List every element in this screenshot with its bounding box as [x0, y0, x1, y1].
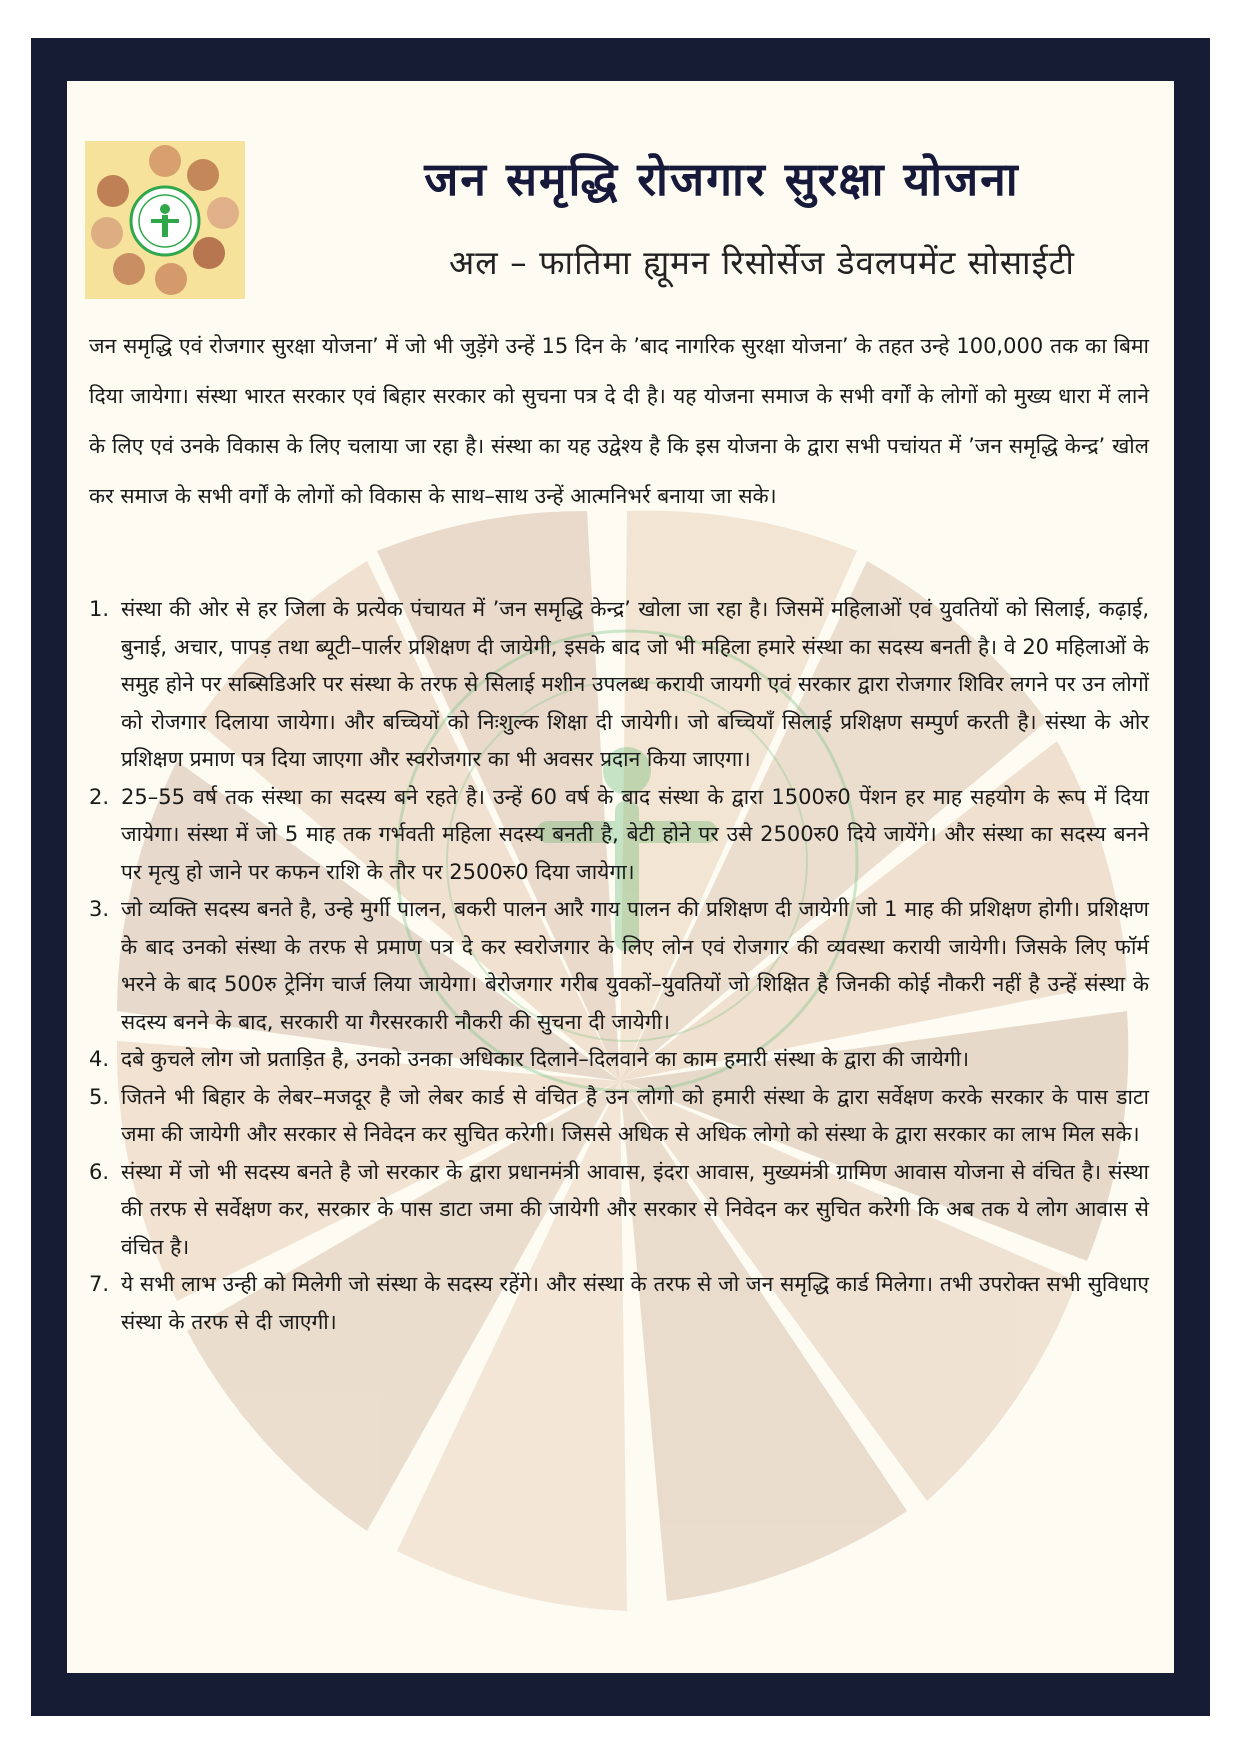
organization-logo — [85, 141, 245, 299]
list-item-number: 1. — [89, 597, 110, 621]
list-item-text: संस्था की ओर से हर जिला के प्रत्येक पंचायत में ’जन समृद्धि केन्द्र’ खोला जा रहा है। जिसमें महिलाओं एवं युवतियों को सिलाई, कढ़ाई, बुनाई, अचार, पापड़ तथा ब्यूटी–पार्लर प्रशिक्षण दी जायेगी, इसके बाद जो भी महिला हमारे संस्था का सदस्य बनती है। वे 20 महिलाओं के समुह होने पर सब्सिडिअरि पर संस्था के तरफ से सिलाई मशीन उपलब्ध करायी जायगी एवं सरकार द्वारा रोजगार शिविर लगने पर उन लोगों को रोजगार दिलाया जायेगा। और बच्चियों को निःशुल्क शिक्षा दी जायेगी। जो बच्चियाँ सिलाई प्रशिक्षण सम्पुर्ण करती है। संस्था के ओर प्रशिक्षण प्रमाण पत्र दिया जाएगा और स्वरोजगार का भी अवसर प्रदान किया जाएगा। — [121, 597, 1149, 771]
list-item-number: 7. — [89, 1272, 110, 1296]
benefits-list — [89, 591, 1149, 1341]
list-item — [89, 591, 1149, 779]
list-item — [89, 779, 1149, 892]
organization-name: अल – फातिमा ह्यूमन रिसोर्सेज डेवलपमेंट सोसाईटी — [449, 243, 1075, 282]
list-item-text: जितने भी बिहार के लेबर–मजदूर है जो लेबर कार्ड से वंचित है उन लोगो को हमारी संस्था के द्वारा सर्वेक्षण करके सरकार के पास डाटा जमा की जायेगी और सरकार से निवेदन कर सुचित करेगी। जिससे अधिक से अधिक लोगो को संस्था के द्वारा सरकार का लाभ मिल सके। — [121, 1084, 1149, 1146]
list-item-text: संस्था में जो भी सदस्य बनते है जो सरकार के द्वारा प्रधानमंत्री आवास, इंदरा आवास, मुख्यमंत्री ग्रामिण आवास योजना से वंचित है। संस्था की तरफ से सर्वेक्षण कर, सरकार के पास डाटा जमा की जायेगी और सरकार से निवेदन कर सुचित करेगी कि अब तक ये लोग आवास से वंचित है। — [121, 1159, 1149, 1259]
list-item — [89, 891, 1149, 1041]
document-sheet — [67, 81, 1174, 1673]
intro-paragraph: जन समृद्धि एवं रोजगार सुरक्षा योजना’ में जो भी जुड़ेंगे उन्हें 15 दिन के ’बाद नागरिक सुरक्षा योजना’ के तहत उन्हे 100,000 तक का बिमा दिया जायेगा। संस्था भारत सरकार एवं बिहार सरकार को सुचना पत्र दे दी है। यह योजना समाज के सभी वर्गों के लोगों को मुख्य धारा में लाने के लिए एवं उनके विकास के लिए चलाया जा रहा है। संस्था का यह उद्वेश्य है कि इस योजना के द्वारा सभी पचांयत में ’जन समृद्धि केन्द्र’ खोल कर समाज के सभी वर्गों के लोगों को विकास के साथ–साथ उन्हें आत्मनिभर्र बनाया जा सके। — [89, 334, 1149, 508]
list-item-text: जो व्यक्ति सदस्य बनते है, उन्हे मुर्गी पालन, बकरी पालन आरै गाय पालन की प्रशिक्षण दी जायेगी जो 1 माह की प्रशिक्षण होगी। प्रशिक्षण के बाद उनको संस्था के तरफ से प्रमाण पत्र दे कर स्वरोजगार के लिए लोन एवं रोजगार की व्यवस्था करायी जायेगी। जिसके लिए फॉर्म भरने के बाद 500रु ट्रेनिंग चार्ज लिया जायेगा। बेरोजगार गरीब युवकों–युवतियों जो शिक्षित है जिनकी कोई नौकरी नहीं है उन्हें संस्था के सदस्य बनने के बाद, सरकारी या गैरसरकारी नौकरी की सुचना दी जायेगी। — [121, 897, 1149, 1034]
list-item-number: 6. — [89, 1159, 110, 1184]
list-item-text: दबे कुचले लोग जो प्रताड़ित है, उनको उनका अधिकार दिलाने–दिलवाने का काम हमारी संस्था के द्वारा की जायेगी। — [121, 1047, 970, 1071]
list-item — [89, 1041, 1149, 1079]
list-item — [89, 1154, 1149, 1267]
list-item-number: 3. — [89, 897, 110, 921]
list-item-text: ये सभी लाभ उन्ही को मिलेगी जो संस्था के सदस्य रहेंगे। और संस्था के तरफ से जो जन समृद्धि कार्ड मिलेगा। तभी उपरोक्त सभी सुविधाए संस्था के तरफ से दी जाएगी। — [121, 1272, 1149, 1334]
list-item-text: 25–55 वर्ष तक संस्था का सदस्य बने रहते है। उन्हें 60 वर्ष के बाद संस्था के द्वारा 1500रु0 पेंशन हर माह सहयोग के रूप में दिया जायेगा। संस्था में जो 5 माह तक गर्भवती महिला सदस्य बनती है, बेटी होने पर उसे 2500रु0 दिये जायेंगे। और संस्था का सदस्य बनने पर मृत्यु हो जाने पर कफन राशि के तौर पर 2500रु0 दिया जायेगा। — [121, 784, 1149, 884]
list-item — [89, 1079, 1149, 1154]
document-title: जन समृद्धि रोजगार सुरक्षा योजना — [424, 152, 1020, 206]
list-item — [89, 1266, 1149, 1341]
list-item-number: 2. — [89, 784, 110, 809]
list-item-number: 4. — [89, 1047, 110, 1071]
list-item-number: 5. — [89, 1084, 110, 1109]
